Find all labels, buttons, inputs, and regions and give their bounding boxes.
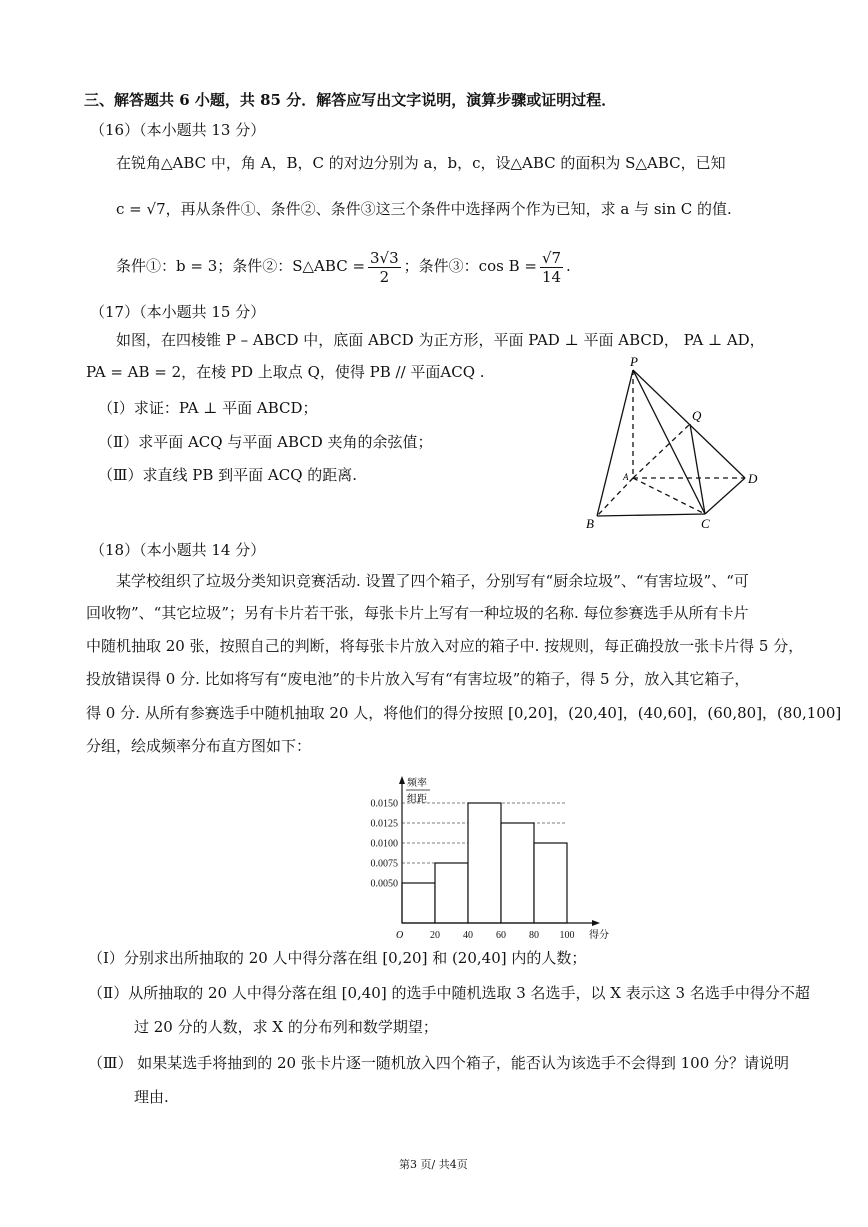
bar-0 — [402, 883, 435, 923]
edge-AC — [633, 478, 705, 514]
xlabel: 得分 — [589, 930, 609, 941]
q17-line1: 如图，在四棱锥 P – ABCD 中，底面 ABCD 为正方形，平面 PAD ⊥ 平面 ABCD， PA ⊥ AD， — [116, 331, 765, 349]
ylabel-top: 频率 — [407, 778, 427, 789]
label-A: A — [623, 472, 629, 482]
q17-part3: （Ⅲ）求直线 PB 到平面 ACQ 的距离. — [98, 466, 358, 484]
q18-para-0: 某学校组织了垃圾分类知识竞赛活动. 设置了四个箱子，分别写有“厨余垃圾”、“有害垃圾”、“可 — [116, 572, 749, 590]
q16-frac-cos-den: 14 — [541, 267, 562, 286]
x-tick-label-3: 80 — [529, 930, 539, 941]
edge-PD — [633, 370, 745, 478]
section-header: 三、解答题共 6 小题，共 85 分．解答应写出文字说明，演算步骤或证明过程． — [84, 91, 617, 109]
edge-PC — [633, 370, 705, 514]
q18-para-5: 分组，绘成频率分布直方图如下： — [86, 737, 312, 755]
q18-part2a: （Ⅱ）从所抽取的 20 人中得分落在组 [0,40] 的选手中随机选取 3 名选手，以 X 表示这 3 名选手中得分不超 — [88, 984, 810, 1002]
label-P: P — [630, 354, 638, 369]
q18-para-1: 回收物”、“其它垃圾”；另有卡片若干张，每张卡片上写有一种垃圾的名称. 每位参赛选手从所有卡片 — [86, 604, 749, 622]
q16-frac-cos-num: √7 — [541, 248, 562, 267]
q16-line2: c = √7，再从条件①、条件②、条件③这三个条件中选择两个作为已知，求 a 与 sin C 的值. — [116, 200, 732, 218]
label-D: D — [748, 471, 758, 486]
q16-cond-text-a: 条件①：b = 3；条件②：S△ABC = — [116, 257, 366, 275]
q18-para-3: 投放错误得 0 分. 比如将写有“废电池”的卡片放入写有“有害垃圾”的箱子，得 5 分，放入其它箱子， — [86, 670, 750, 688]
bar-4 — [534, 843, 567, 923]
q16-frac-area — [368, 249, 401, 286]
bar-3 — [501, 823, 534, 923]
edge-AB — [597, 478, 633, 516]
q16-line1: 在锐角△ABC 中，角 A，B，C 的对边分别为 a，b，c，设△ABC 的面积为 S△ABC，已知 — [116, 154, 726, 172]
q18-part3a: （Ⅲ） 如果某选手将抽到的 20 张卡片逐一随机放入四个箱子，能否认为该选手不会得到 100 分？请说明 — [88, 1054, 790, 1072]
bar-1 — [435, 863, 468, 923]
q18-part2b: 过 20 分的人数，求 X 的分布列和数学期望； — [134, 1018, 438, 1036]
x-axis-arrow — [592, 920, 600, 926]
x-tick-label-2: 60 — [496, 930, 506, 941]
q17-line2: PA = AB = 2，在棱 PD 上取点 Q，使得 PB // 平面ACQ . — [86, 363, 485, 381]
edge-PB — [597, 370, 633, 516]
q17-part2: （Ⅱ）求平面 ACQ 与平面 ABCD 夹角的余弦值； — [98, 433, 433, 451]
y-tick-label-2: 0.0100 — [370, 838, 398, 850]
label-Q: Q — [692, 408, 702, 423]
ylabel-bottom: 组距 — [407, 794, 427, 805]
pyramid-figure — [580, 352, 770, 534]
edge-AQ — [633, 424, 690, 478]
q16-frac-area-den: 2 — [379, 267, 390, 286]
q16-cond-text-c: . — [566, 257, 571, 275]
q18-title: （18）（本小题共 14 分） — [90, 541, 266, 559]
y-tick-label-0: 0.0150 — [370, 798, 398, 810]
q16-cond-text-b: ；条件③：cos B = — [403, 257, 537, 275]
y-axis-arrow — [399, 776, 405, 784]
origin-label: O — [396, 930, 404, 941]
x-tick-label-0: 20 — [430, 930, 440, 941]
label-C: C — [701, 516, 710, 531]
histogram-chart — [360, 768, 610, 946]
q18-para-4: 得 0 分. 从所有参赛选手中随机抽取 20 人，将他们的得分按照 [0,20]，(20,40]，(40,60]，(60,80]，(80,100] — [86, 704, 842, 722]
q16-frac-area-num: 3√3 — [370, 248, 399, 267]
edge-BC — [597, 514, 705, 516]
page-footer: 第3 页/ 共4页 — [399, 1158, 468, 1171]
q18-part1: （Ⅰ）分别求出所抽取的 20 人中得分落在组 [0,20] 和 (20,40] 内的人数； — [88, 949, 587, 967]
q18-part3b: 理由. — [134, 1088, 169, 1106]
q18-para-2: 中随机抽取 20 张，按照自己的判断，将每张卡片放入对应的箱子中. 按规则，每正确投放一张卡片得 5 分， — [86, 637, 804, 655]
y-tick-label-1: 0.0125 — [370, 818, 398, 830]
x-tick-label-4: 100 — [559, 930, 575, 941]
x-tick-label-1: 40 — [463, 930, 473, 941]
edge-CD — [705, 478, 745, 514]
y-tick-label-4: 0.0050 — [370, 878, 398, 890]
q16-line3 — [116, 246, 571, 286]
q16-frac-cos — [540, 249, 563, 286]
q16-title: （16）（本小题共 13 分） — [90, 121, 266, 139]
q17-part1: （Ⅰ）求证：PA ⊥ 平面 ABCD； — [98, 399, 318, 417]
label-B: B — [586, 516, 594, 531]
bar-2 — [468, 803, 501, 923]
y-tick-label-3: 0.0075 — [370, 858, 398, 870]
q17-title: （17）（本小题共 15 分） — [90, 303, 266, 321]
